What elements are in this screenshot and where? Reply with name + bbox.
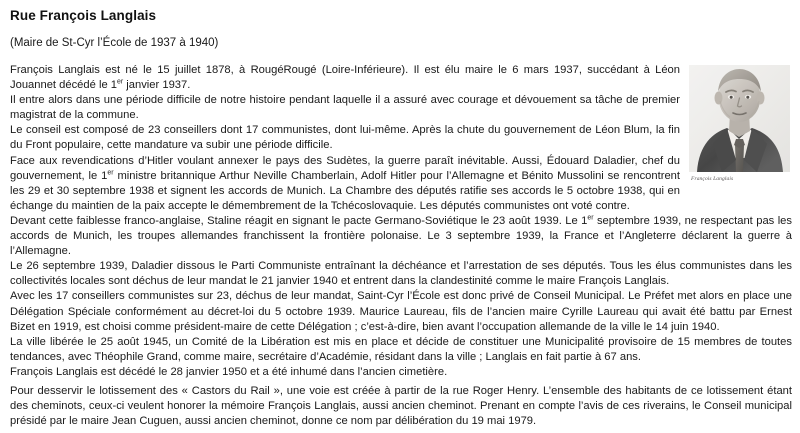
paragraph-10: Pour desservir le lotissement des « Castors du Rail », une voie est créée à partir de la rue Roger Henry. L’ensemble des habitants de ce lotissement étant des cheminots, ceux-ci veulent honorer la mémoire François Langlais, aussi ancien cheminot. Prenant en compte l’avis de ces riverains, le Conseil municipal présidé par le maire Jean Cuguen, aussi ancien cheminot, donne ce nom par délibération du 19 mai 1979. bbox=[10, 384, 792, 428]
paragraph-5: Devant cette faiblesse franco-anglaise, Staline réagit en signant le pacte Germano-Soviétique le 23 août 1939. Le 1er septembre 1939, ne respectant pas les accords de Munich, les troupes allemandes franchissent la frontière polonaise. Le 3 septembre 1939, la France et l’Angleterre déclarent la guerre à l’Allemagne. bbox=[10, 214, 792, 258]
page-title: Rue François Langlais bbox=[10, 8, 157, 23]
portrait-figure bbox=[689, 65, 790, 183]
portrait-caption: François Langlais bbox=[691, 176, 734, 182]
paragraph-8: La ville libérée le 25 août 1945, un Comité de la Libération est mis en place et décide de constituer une Municipalité provisoire de 15 membres de toutes tendances, avec Théophile Grand, comme maire, secrétaire d’Académie, résidant dans la ville ; Langlais en fait partie à 67 ans. bbox=[10, 335, 792, 363]
portrait-photo bbox=[689, 65, 790, 172]
ordinal-superscript: er bbox=[587, 214, 594, 222]
body-text bbox=[10, 63, 792, 429]
paragraph-4: Face aux revendications d’Hitler voulant annexer le pays des Sudètes, la guerre paraît inévitable. Aussi, Édouard Daladier, chef du gouvernement, le 1er ministre britannique Arthur Neville Chamberlain, Adolf Hitler pour l’Allemagne et Bénito Mussolini se rencontrent les 29 et 30 septembre 1938 et signent les accords de Munich. La Chambre des députés ratifie ses accords le 5 octobre 1938, qui en échange du maintien de la paix accepte le démembrement de la Tchécoslovaquie. Les députés communistes ont voté contre. bbox=[10, 154, 680, 212]
paragraph-3: Le conseil est composé de 23 conseillers dont 17 communistes, dont lui-même. Après la chute du gouvernement de Léon Blum, la fin du Front populaire, cette mandature va subir une période difficile. bbox=[10, 124, 680, 152]
paragraph-9: François Langlais est décédé le 28 janvier 1950 et a été inhumé dans l’ancien cimetière. bbox=[10, 365, 448, 378]
paragraph-7: Avec les 17 conseillers communistes sur 23, déchus de leur mandat, Saint-Cyr l’École est donc privé de Conseil Municipal. Le Préfet met alors en place une Délégation Spéciale conformément au décret-loi du 5 octobre 1939. Maurice Laureau, fils de l’ancien maire Cyrille Laureau qui avait été battu par Ernest Bizet en 1919, est choisi comme président-maire de cette Délégation ; c’est-à-dire, bien avant l’occupation allemande de la ville le 14 juin 1940. bbox=[10, 290, 792, 333]
paragraph-2: Il entre alors dans une période difficile de notre histoire pendant laquelle il a assuré avec courage et dévouement sa tâche de premier magistrat de la commune. bbox=[10, 94, 680, 122]
paragraph-6: Le 26 septembre 1939, Daladier dissous le Parti Communiste entraînant la déchéance et l’arrestation de ses députés. Tous les élus communistes dans les collectivités locales sont déchus de leur mandat le 21 janvier 1940 et entrent dans la clandestinité comme le maire François Langlais. bbox=[10, 260, 792, 288]
paragraph-1: François Langlais est né le 15 juillet 1878, à RougéRougé (Loire-Inférieure). Il est élu maire le 6 mars 1937, succédant à Léon Jouannet décédé le 1er janvier 1937. bbox=[10, 64, 680, 92]
ordinal-superscript: er bbox=[107, 168, 114, 176]
page-subtitle: (Maire de St-Cyr l’École de 1937 à 1940) bbox=[10, 37, 219, 49]
ordinal-superscript: er bbox=[117, 78, 124, 86]
